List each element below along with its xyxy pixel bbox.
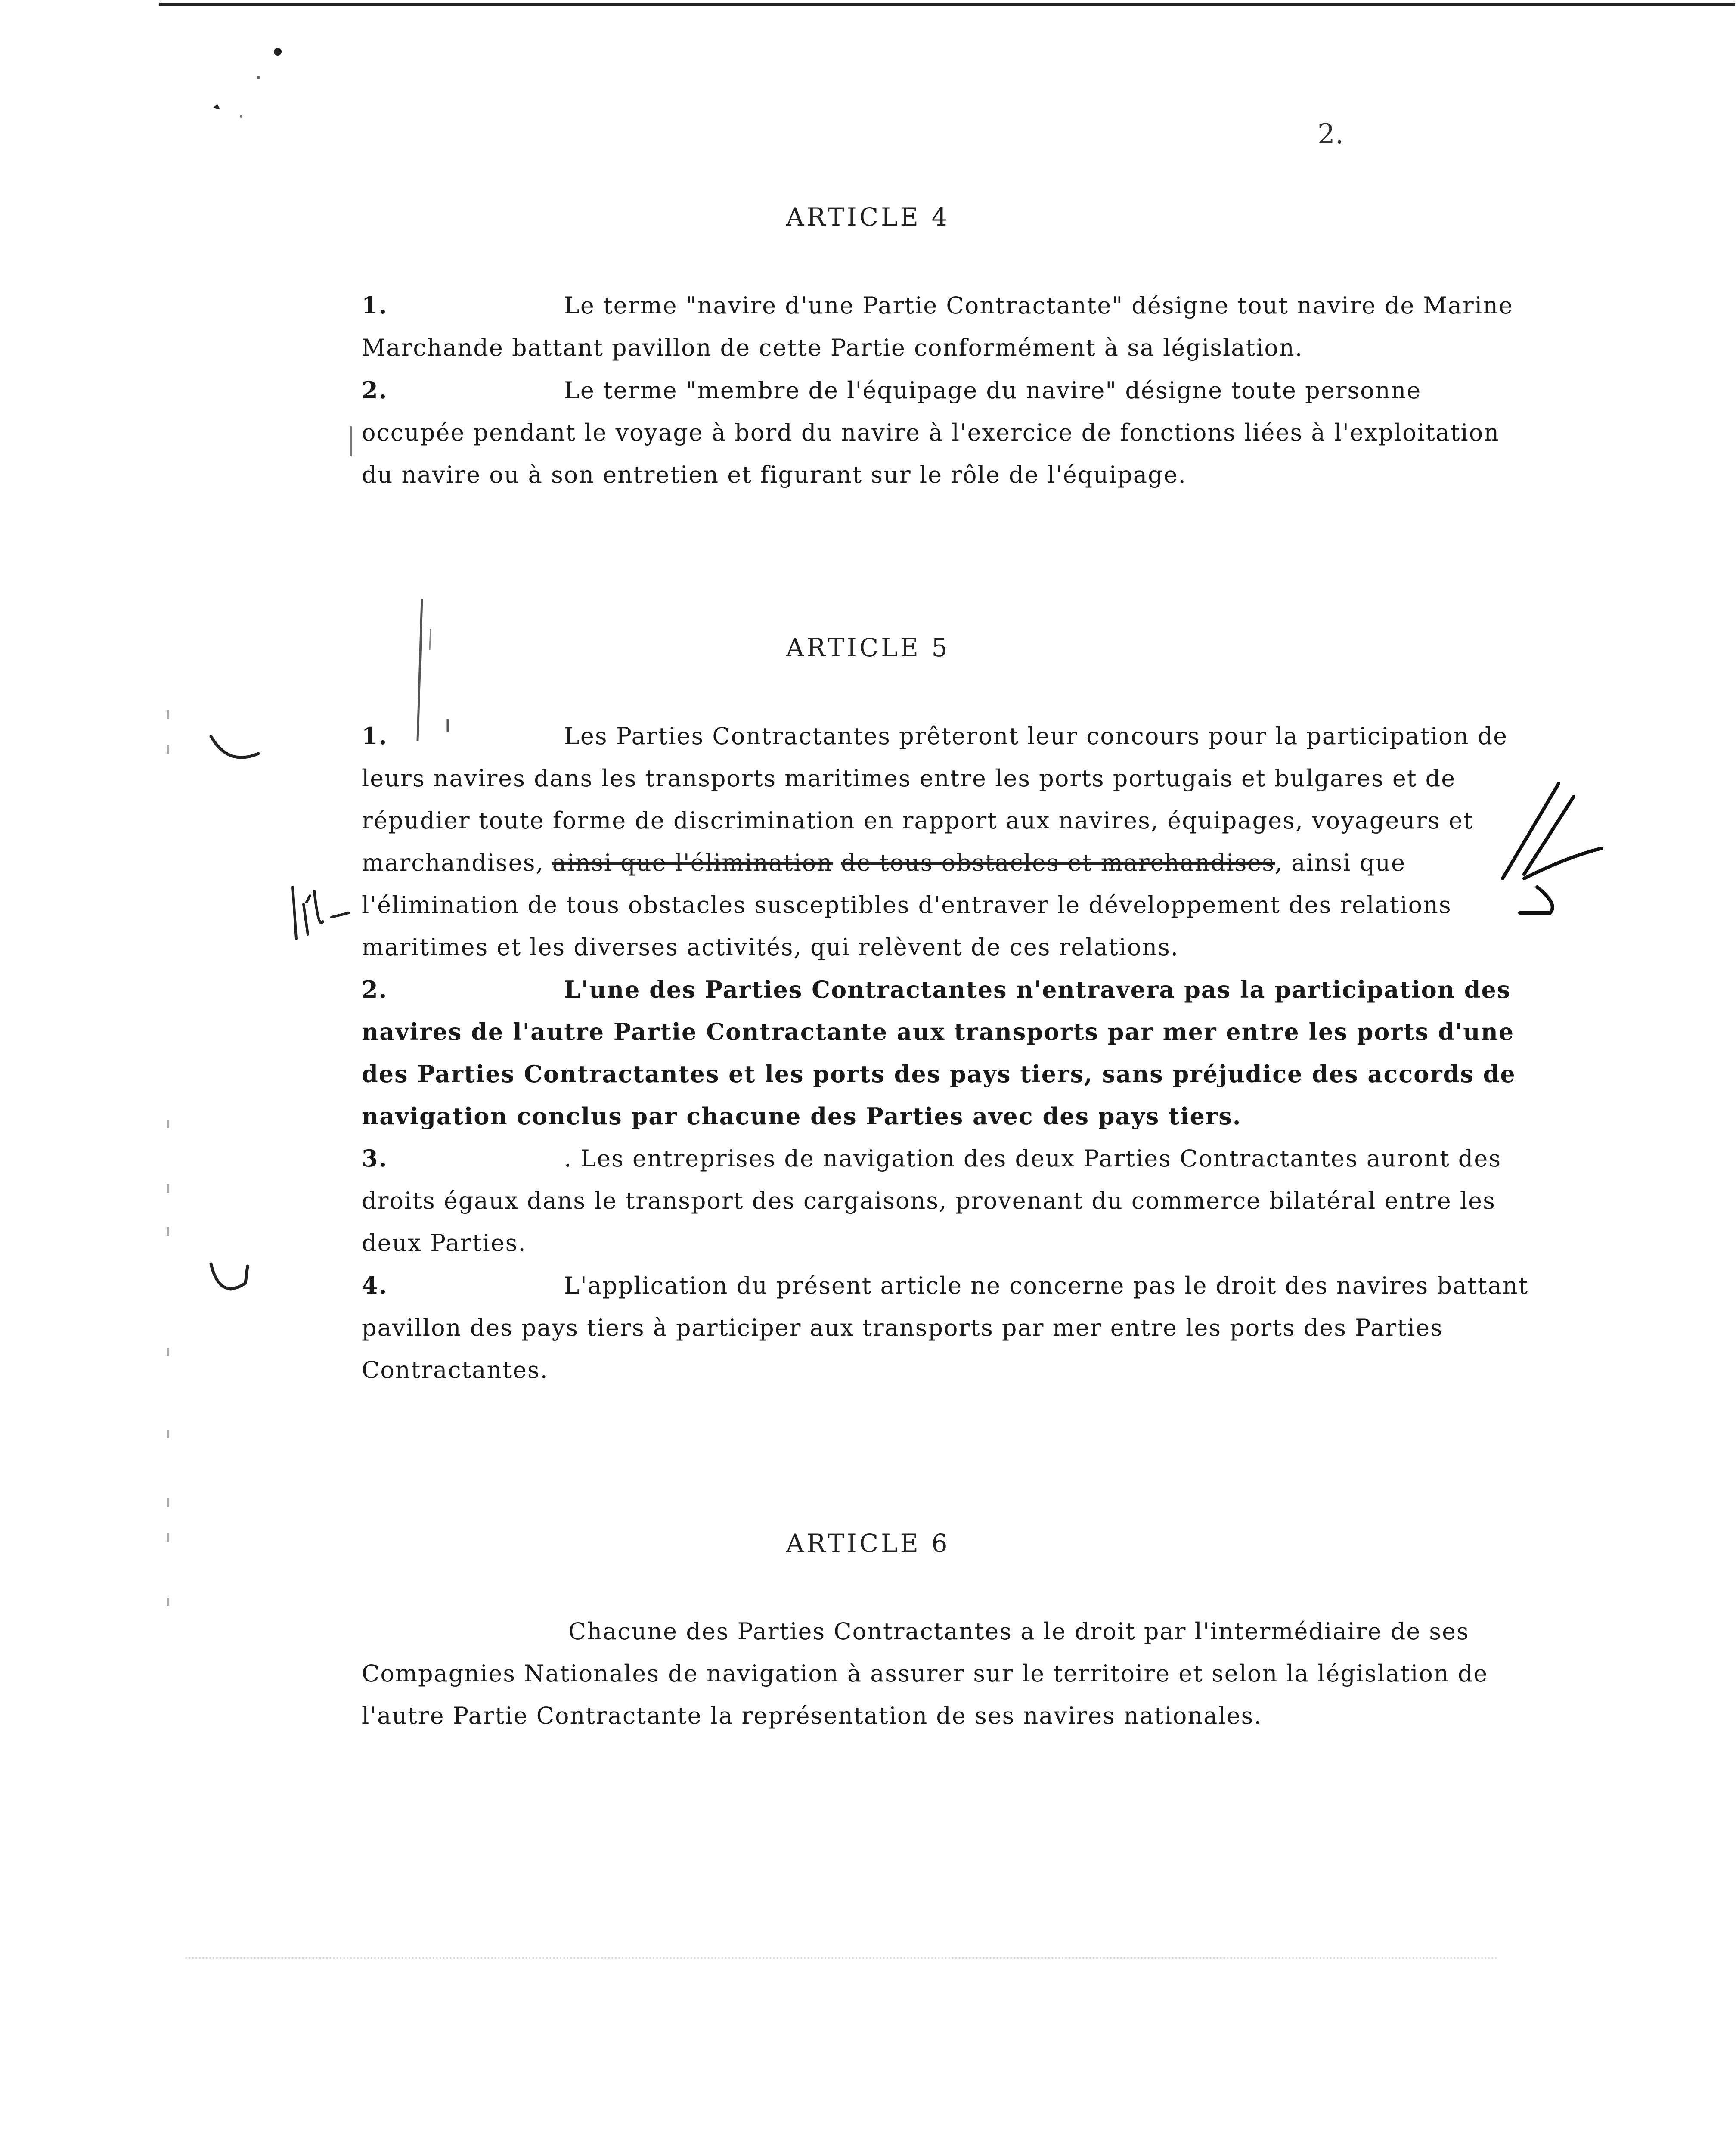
speck (213, 104, 220, 109)
article-5-paragraph-1 (362, 715, 1533, 968)
paragraph-number: 1. (362, 722, 388, 750)
paragraph-text: . Les entreprises de navigation des deux Parties Contractantes auront des droits égaux dans le transport des cargaisons, provenant du commerce bilatéral entre les deux Parties. (362, 1145, 1502, 1256)
struck-text: ainsi que l'élimination (552, 849, 833, 876)
article-5-body (362, 715, 1533, 1391)
paragraph-text: Le terme "membre de l'équipage du navire" désigne toute personne occupée pendant le voyage à bord du navire à l'exercice de fonctions liées à l'exploitation du navire ou à son entretien et figurant sur le rôle de l'équipage. (362, 377, 1500, 488)
paragraph-text: Le terme "navire d'une Partie Contractante" désigne tout navire de Marine Marchande battant pavillon de cette Partie conformément à sa législation. (362, 292, 1513, 361)
left-margin-ticks (159, 646, 177, 1679)
article-5-paragraph-4 (362, 1264, 1533, 1391)
article-6-body (362, 1610, 1533, 1737)
handwritten-initials (284, 878, 362, 947)
page-number: 2. (1318, 118, 1344, 150)
paragraph-text: L'application du présent article ne concerne pas le droit des navires battant pavillon des pays tiers à participer aux transports par mer entre les ports des Parties Contractantes. (362, 1272, 1529, 1384)
paragraph-number: 2. (362, 376, 388, 404)
speck (257, 76, 260, 79)
paragraph-text: Chacune des Parties Contractantes a le droit par l'intermédiaire de ses Compagnies Nationales de navigation à assurer sur le territoire et selon la législation de l'autre Partie Contractante la représentation de ses navires nationales. (362, 1618, 1488, 1729)
checkmark-icon (202, 1257, 263, 1305)
article-6-paragraph-1 (362, 1610, 1533, 1737)
paragraph-text: Les Parties Contractantes prêteront leur concours pour la participation de leurs navires dans les transports maritimes entre les ports portugais et bulgares et de répudier toute forme de discrimination en rapport aux navires, équipages, voyageurs et marchandises, (362, 723, 1508, 876)
article-5-paragraph-3 (362, 1137, 1533, 1264)
article-5-heading: ARTICLE 5 (786, 633, 950, 662)
speck (274, 48, 282, 56)
article-4-paragraph-2 (362, 369, 1533, 496)
margin-bar (350, 426, 352, 456)
paragraph-number: 3. (362, 1145, 388, 1172)
article-5-paragraph-2 (362, 968, 1533, 1137)
speck (240, 115, 242, 118)
article-4-body (362, 284, 1533, 496)
paragraph-number: 2. (362, 976, 388, 1003)
checkmark-icon (207, 728, 267, 775)
paragraph-text: L'une des Parties Contractantes n'entravera pas la participation des navires de l'autre Partie Contractante aux transports par mer entre les ports d'une des Parties Contractantes et les ports des pays tiers, sans préjudice des accords de navigation conclus par chacune des Parties avec des pays tiers. (362, 976, 1516, 1130)
paragraph-text: , ainsi que l'élimination de tous obstacles susceptibles d'entraver le développement des relations maritimes et les diverses activités, qui relèvent de ces relations. (362, 849, 1452, 961)
top-rule (159, 3, 1735, 6)
article-4-heading: ARTICLE 4 (786, 202, 950, 232)
article-6-heading: ARTICLE 6 (786, 1529, 950, 1558)
scan-artifact-line (185, 1957, 1498, 1959)
struck-text: de tous obstacles et marchandises (841, 849, 1275, 876)
article-4-paragraph-1 (362, 284, 1533, 369)
paragraph-number: 4. (362, 1272, 388, 1299)
paragraph-number: 1. (362, 292, 388, 319)
